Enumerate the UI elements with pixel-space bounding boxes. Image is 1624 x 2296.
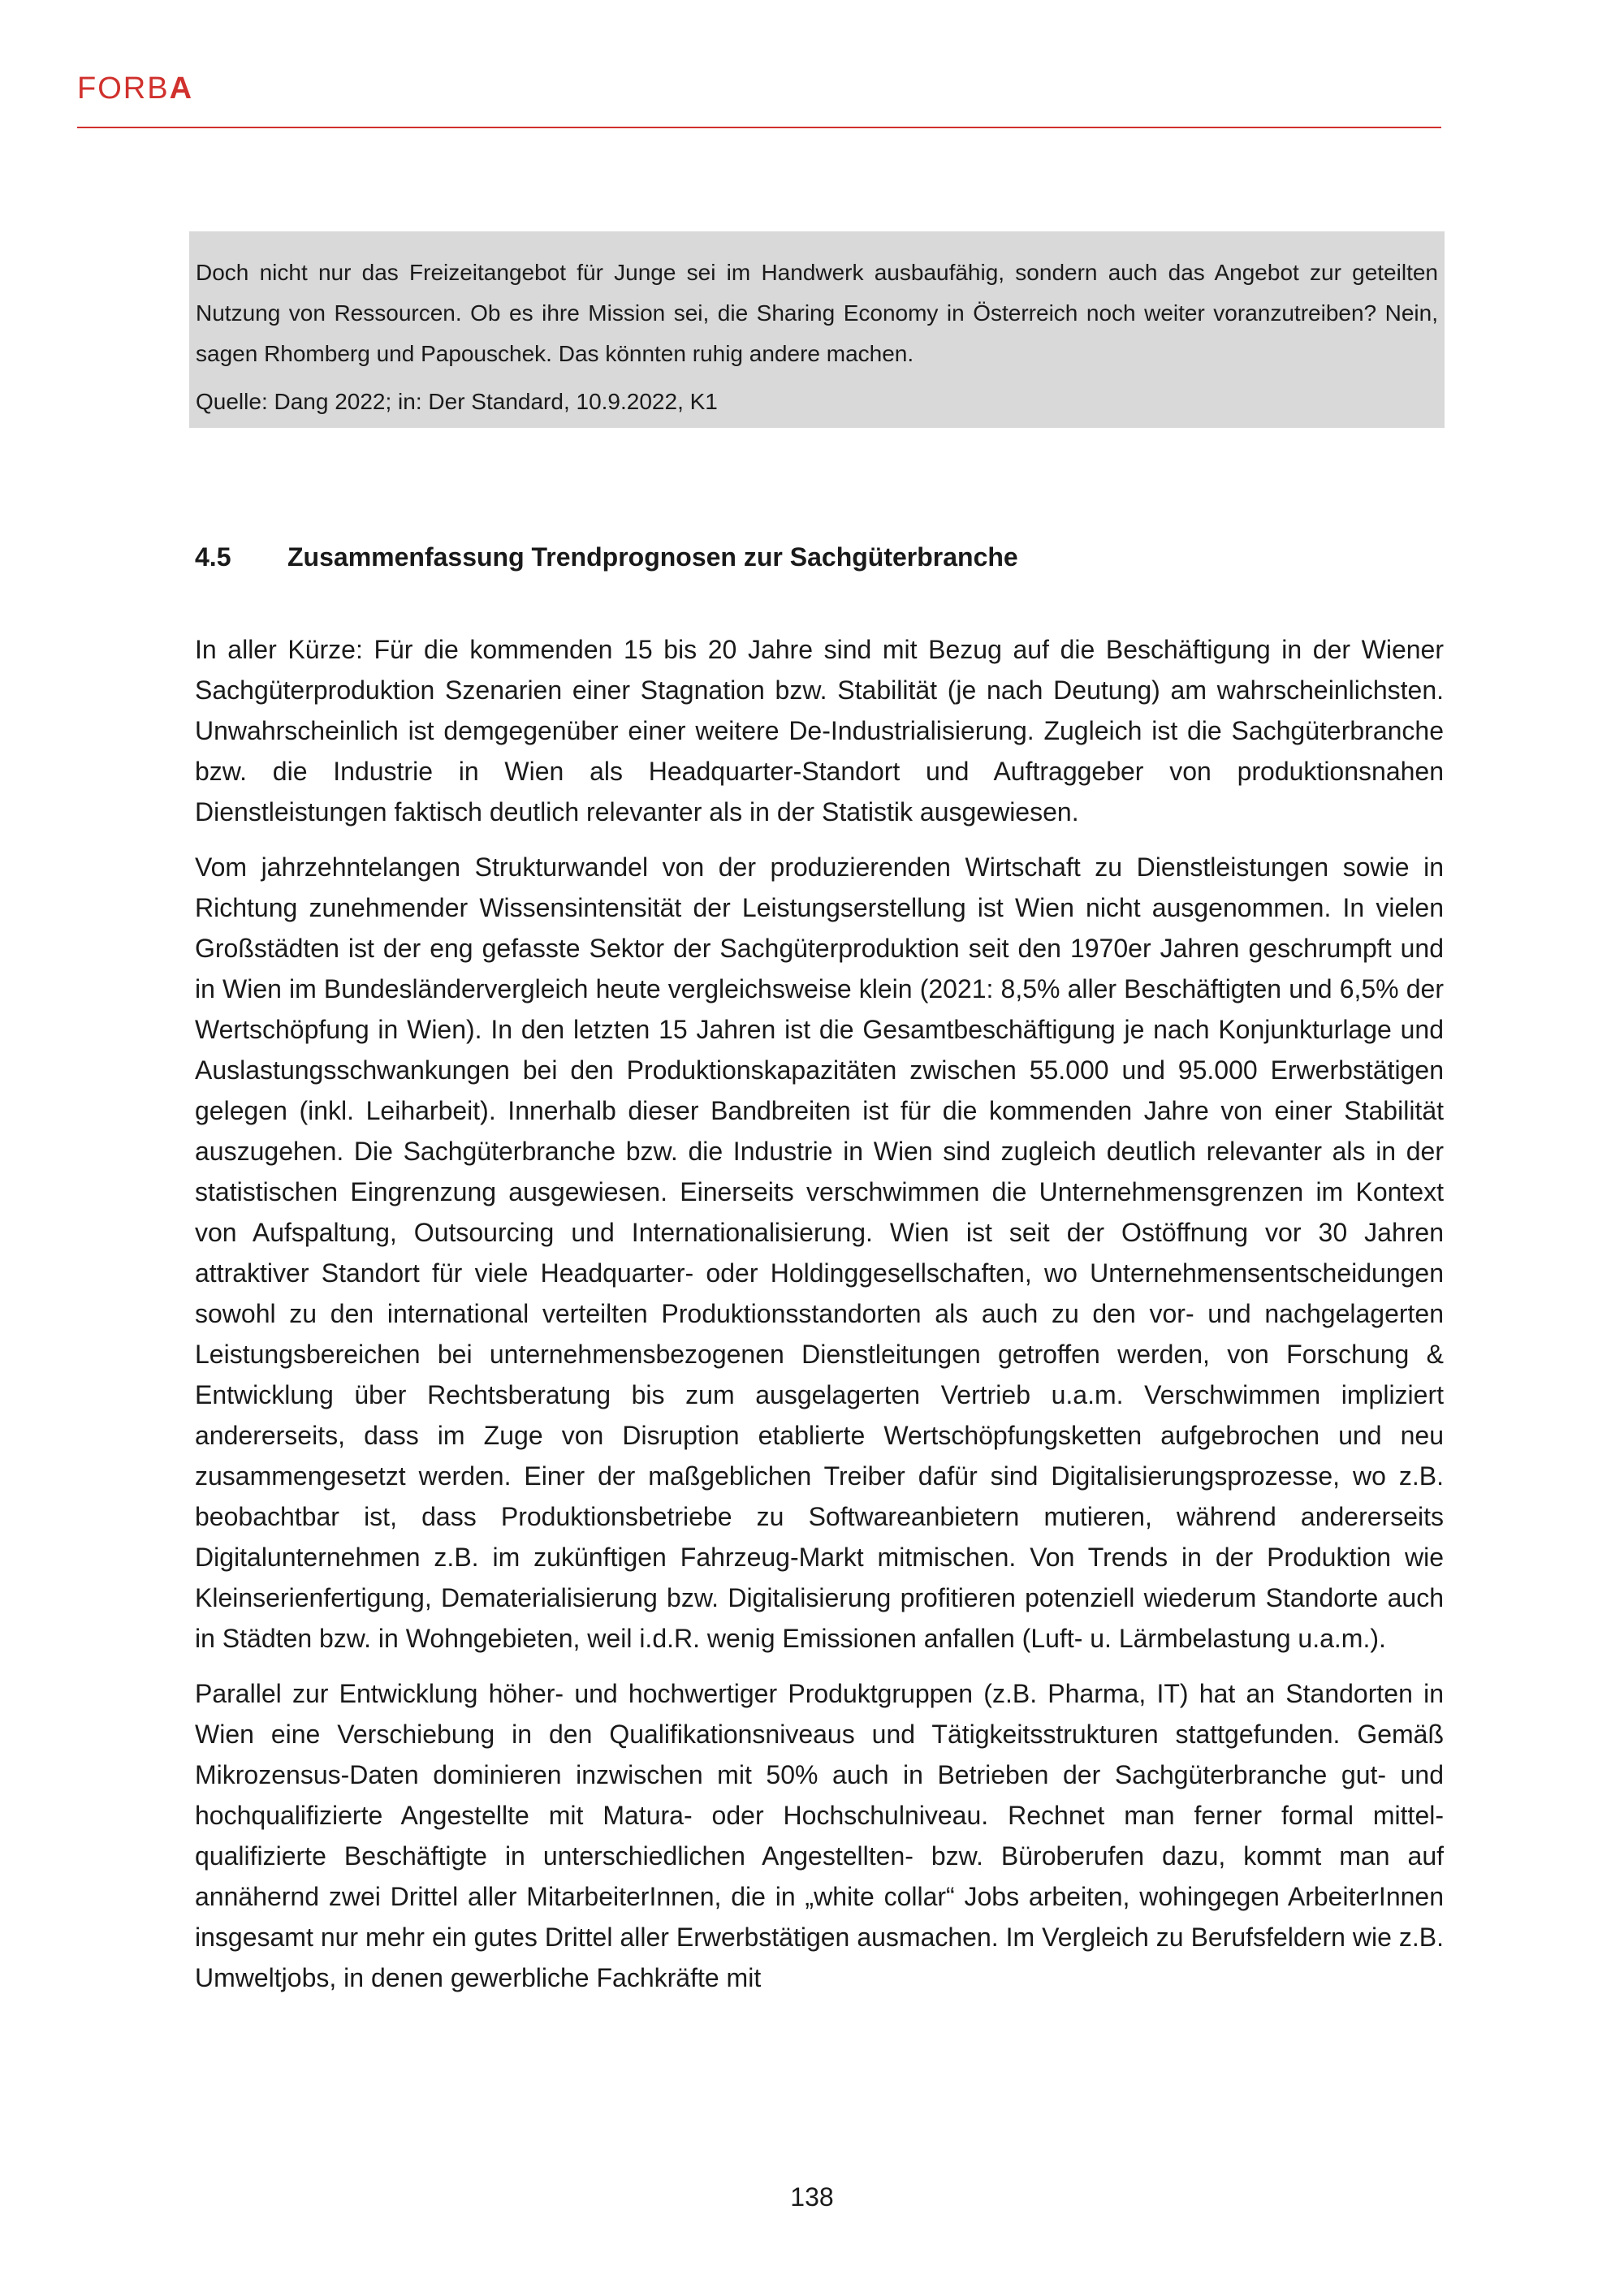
page-number: 138 — [790, 2182, 834, 2212]
quote-source: Quelle: Dang 2022; in: Der Standard, 10.9.2022, K1 — [196, 389, 718, 414]
quote-box — [189, 231, 1445, 428]
paragraph: Vom jahrzehntelangen Strukturwandel von der produzierenden Wirtschaft zu Dienstleistungen sowie in Richtung zunehmender Wissensintensität der Leistungserstellung ist Wien nicht ausgenommen. In vielen Großstädten ist der eng gefasste Sektor der Sachgüterproduktion seit den 1970er Jahren geschrumpft und in Wien im Bundesländervergleich heute vergleichsweise klein (2021: 8,5% aller Beschäftigten und 6,5% der Wertschöpfung in Wien). In den letzten 15 Jahren ist die Gesamtbeschäftigung je nach Konjunkturlage und Auslastungsschwankungen bei den Produktionskapazitäten zwischen 55.000 und 95.000 Erwerbstätigen gelegen (inkl. Leiharbeit). Innerhalb dieser Bandbreiten ist für die kommenden Jahre von einer Stabilität auszugehen. Die Sachgüterbranche bzw. die Industrie in Wien sind zugleich deutlich relevanter als in der statistischen Eingrenzung ausgewiesen. Einerseits verschwimmen die Unternehmensgrenzen im Kontext von Aufspaltung, Outsourcing und Internationalisierung. Wien ist seit der Ostöffnung vor 30 Jahren attraktiver Standort für viele Headquarter- oder Holdinggesellschaften, wo Unternehmensentscheidungen sowohl zu den international verteilten Produktionsstandorten als auch zu den vor- und nachgelagerten Leistungsbereichen bei unternehmensbezogenen Dienstleitungen getroffen werden, von Forschung & Entwicklung über Rechtsberatung bis zum ausgelagerten Vertrieb u.a.m. Verschwimmen impliziert andererseits, dass im Zuge von Disruption etablierte Wertschöpfungsketten aufgebrochen und neu zusammengesetzt werden. Einer der maßgeblichen Treiber dafür sind Digitalisierungsprozesse, wo z.B. beobachtbar ist, dass Produktionsbetriebe zu Softwareanbietern mutieren, während andererseits Digitalunternehmen z.B. im zukünftigen Fahrzeug-Markt mitmischen. Von Trends in der Produktion wie Kleinserienfertigung, Dematerialisierung bzw. Digitalisierung profitieren potenziell wiederum Standorte auch in Städten bzw. in Wohngebieten, weil i.d.R. wenig Emissionen anfallen (Luft- u. Lärmbelastung u.a.m.). — [195, 852, 1444, 1653]
paragraph: Parallel zur Entwicklung höher- und hochwertiger Produktgruppen (z.B. Pharma, IT) hat an Standorten in Wien eine Verschiebung in den Qualifikationsniveaus und Tätigkeitsstrukturen stattgefunden. Gemäß Mikrozensus-Daten dominieren inzwischen mit 50% auch in Betrieben der Sachgüterbranche gut- und hochqualifizierte Angestellte mit Matura- oder Hochschulniveau. Rechnet man ferner formal mittel-qualifizierte Beschäftigte in unterschiedlichen Angestellten- bzw. Büroberufen dazu, kommt man auf annähernd zwei Drittel aller MitarbeiterInnen, die in „white collar“ Jobs arbeiten, wohingegen ArbeiterInnen insgesamt nur mehr ein gutes Drittel aller Erwerbstätigen ausmachen. Im Vergleich zu Berufsfeldern wie z.B. Umweltjobs, in denen gewerbliche Fachkräfte mit — [195, 1679, 1444, 1992]
forba-logo — [77, 71, 193, 106]
section-number: 4.5 — [195, 542, 231, 572]
body-text — [195, 629, 1444, 2013]
header-divider — [77, 127, 1441, 128]
section-title: Zusammenfassung Trendprognosen zur Sachgüterbranche — [287, 542, 1018, 572]
paragraph: In aller Kürze: Für die kommenden 15 bis 20 Jahre sind mit Bezug auf die Beschäftigung in der Wiener Sachgüterproduktion Szenarien einer Stagnation bzw. Stabilität (je nach Deutung) am wahrscheinlichsten. Unwahrscheinlich ist demgegenüber einer weitere De-Industrialisierung. Zugleich ist die Sachgüterbranche bzw. die Industrie in Wien als Headquarter-Standort und Auftraggeber von produktionsnahen Dienstleistungen faktisch deutlich relevanter als in der Statistik ausgewiesen. — [195, 635, 1444, 826]
logo-text-regular: FORB — [77, 71, 170, 106]
logo-text-bold: A — [169, 71, 194, 106]
section-heading — [195, 542, 1018, 572]
quote-text: Doch nicht nur das Freizeitangebot für Junge sei im Handwerk ausbaufähig, sondern auch das Angebot zur geteilten Nutzung von Ressourcen. Ob es ihre Mission sei, die Sharing Economy in Österreich noch weiter voranzutreiben? Nein, sagen Rhomberg und Papouschek. Das könnten ruhig andere machen. — [196, 260, 1438, 366]
